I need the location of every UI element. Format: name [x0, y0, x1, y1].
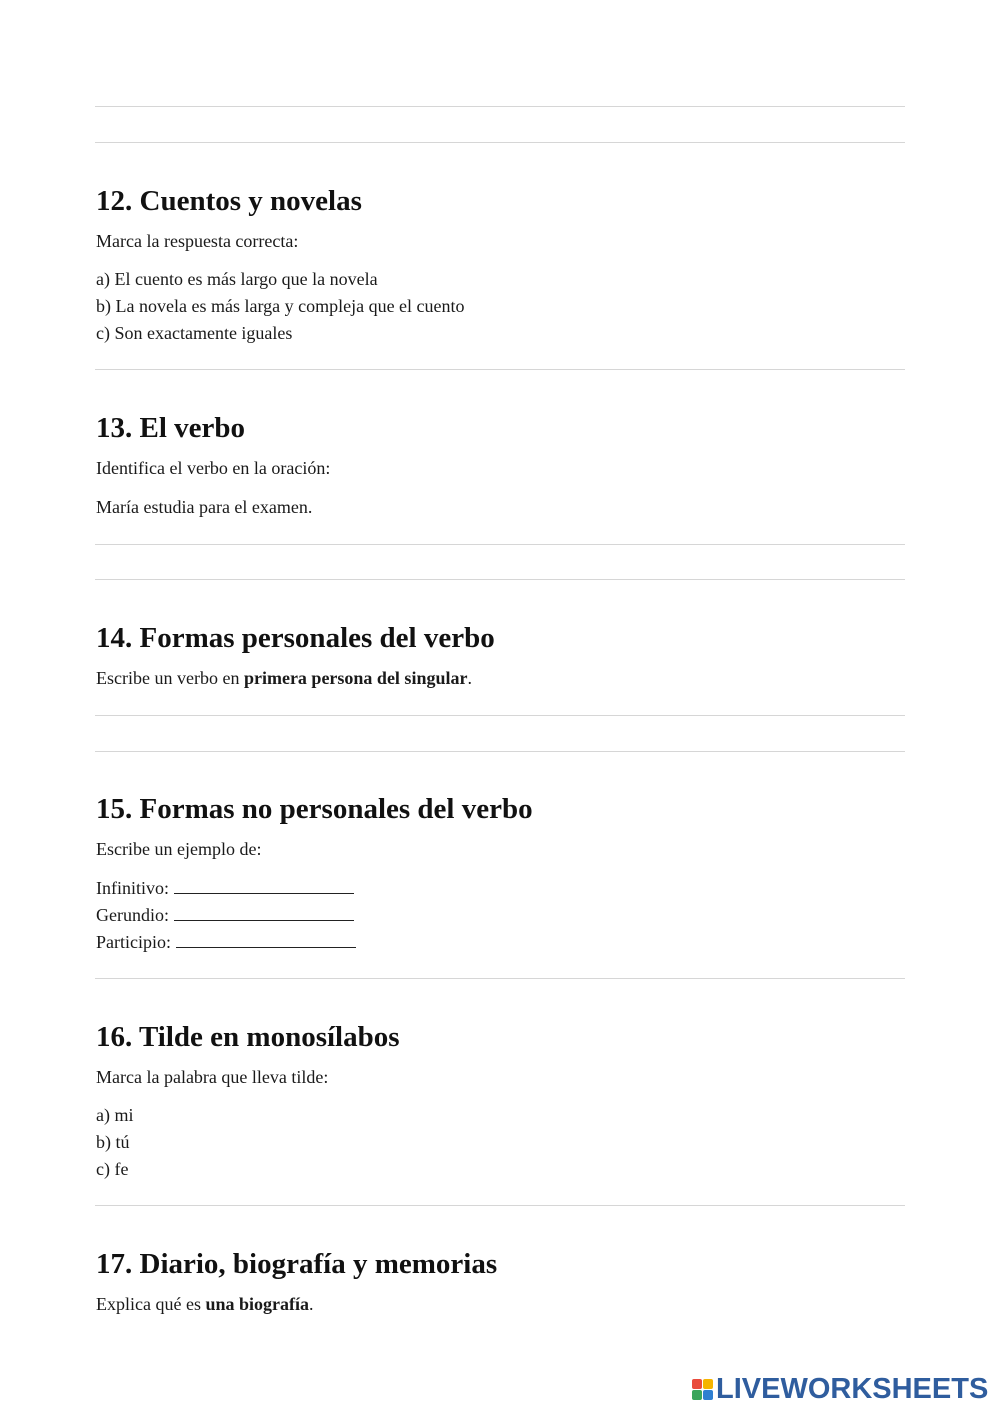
question-17-title: 17. Diario, biografía y memorias — [96, 1248, 498, 1280]
question-13-instruction: Identifica el verbo en la oración: — [96, 458, 331, 478]
logo-square — [703, 1379, 713, 1389]
answer-line — [95, 106, 905, 107]
logo-icon — [692, 1379, 713, 1400]
blank-input[interactable] — [174, 904, 354, 921]
logo-square — [692, 1390, 702, 1400]
instruction-text: . — [467, 668, 472, 688]
option-a[interactable]: a) mi — [96, 1105, 134, 1125]
section-divider — [95, 1205, 905, 1206]
question-16-title: 16. Tilde en monosílabos — [96, 1021, 400, 1053]
option-a[interactable]: a) El cuento es más largo que la novela — [96, 269, 378, 289]
section-divider — [95, 978, 905, 979]
logo-square — [703, 1390, 713, 1400]
option-b[interactable]: b) tú — [96, 1132, 130, 1152]
instruction-bold: una biografía — [205, 1294, 309, 1314]
question-14-title: 14. Formas personales del verbo — [96, 622, 495, 654]
answer-line[interactable] — [95, 715, 905, 716]
section-divider — [95, 369, 905, 370]
field-gerundio — [96, 904, 354, 926]
blank-input[interactable] — [176, 931, 356, 948]
instruction-text: . — [309, 1294, 314, 1314]
question-12-instruction: Marca la respuesta correcta: — [96, 231, 299, 251]
logo-text: LIVEWORKSHEETS — [716, 1373, 989, 1405]
answer-line[interactable] — [95, 751, 905, 752]
question-15-instruction: Escribe un ejemplo de: — [96, 839, 262, 859]
instruction-bold: primera persona del singular — [243, 668, 468, 688]
field-participio — [96, 931, 356, 953]
option-b[interactable]: b) La novela es más larga y compleja que el cuento — [96, 296, 465, 316]
field-infinitivo — [96, 877, 354, 899]
question-16-instruction: Marca la palabra que lleva tilde: — [96, 1067, 329, 1087]
answer-line[interactable] — [95, 544, 905, 545]
instruction-text: Escribe un verbo en — [96, 668, 244, 688]
question-17-instruction — [96, 1293, 314, 1315]
blank-input[interactable] — [174, 877, 354, 894]
field-label: Gerundio: — [96, 905, 169, 925]
option-c[interactable]: c) fe — [96, 1159, 129, 1179]
field-label: Participio: — [96, 932, 171, 952]
logo-square — [692, 1379, 702, 1389]
question-14-instruction — [96, 667, 472, 689]
instruction-text: Explica qué es — [96, 1294, 206, 1314]
option-c[interactable]: c) Son exactamente iguales — [96, 323, 293, 343]
question-12-title: 12. Cuentos y novelas — [96, 185, 362, 217]
field-label: Infinitivo: — [96, 878, 169, 898]
liveworksheets-logo — [692, 1374, 988, 1404]
question-15-title: 15. Formas no personales del verbo — [96, 793, 533, 825]
answer-line — [95, 142, 905, 143]
question-13-title: 13. El verbo — [96, 412, 246, 444]
answer-line[interactable] — [95, 579, 905, 580]
question-13-sentence: María estudia para el examen. — [96, 497, 313, 517]
